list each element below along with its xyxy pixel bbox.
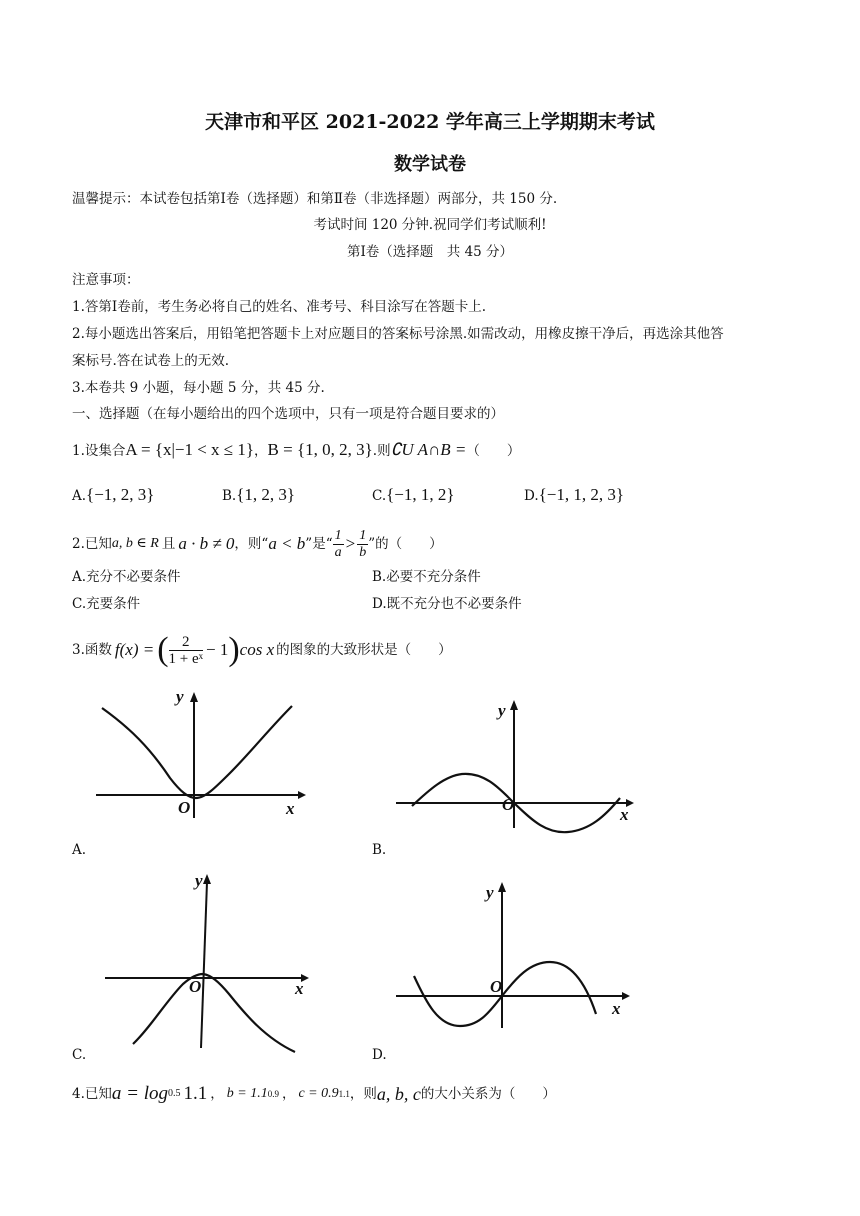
curve — [133, 974, 295, 1052]
q3-fx: f(x) = — [114, 640, 155, 659]
q4-a-arg: 1.1 — [183, 1083, 208, 1104]
q3-prefix: 3.函数 — [72, 642, 112, 658]
section-heading: 一、选择题（在每小题给出的四个选项中，只有一项是符合题目要求的） — [72, 406, 504, 422]
x-arrow-icon — [298, 791, 306, 799]
intro-tip: 温馨提示：本试卷包括第Ⅰ卷（选择题）和第Ⅱ卷（非选择题）两部分，共 150 分. — [72, 191, 558, 207]
note-item: 2.每小题选出答案后，用铅笔把答题卡上对应题目的答案标号涂黑.如需改动，用橡皮擦干净后，再选涂其他答 — [72, 326, 724, 342]
q1-option-a — [72, 485, 154, 506]
note-item: 案标号.答在试卷上的无效. — [72, 353, 230, 369]
q1-sep: ， — [254, 443, 268, 459]
q2-option-b — [372, 567, 481, 587]
graph-c — [95, 868, 315, 1058]
part-title: 第Ⅰ卷（选择题 共 45 分） — [346, 244, 514, 260]
q2-prefix: 2.已知 — [72, 536, 112, 552]
origin-label: O — [502, 795, 515, 814]
comma: ， — [210, 1086, 224, 1102]
option-label: C. — [72, 596, 87, 612]
option-label: B. — [222, 488, 237, 504]
q3-rest: − 1 — [205, 640, 229, 659]
q2-cond1: a, b ∈ R — [111, 536, 159, 551]
q4-c-exp: 1.1 — [338, 1089, 350, 1099]
q4-c: c = 0.9 — [298, 1086, 339, 1101]
option-label: D. — [524, 488, 539, 504]
q4-b-exp: 0.9 — [267, 1089, 279, 1099]
frac-numerator: 1 — [334, 527, 342, 543]
y-label: y — [195, 871, 203, 890]
y-arrow-icon — [498, 882, 506, 892]
graph-c-label: C. — [72, 1047, 87, 1063]
q2-and: 且 — [161, 536, 176, 552]
x-label: x — [612, 999, 621, 1018]
option-label: D. — [372, 596, 387, 612]
q1-prefix: 1.设集合 — [72, 443, 126, 459]
q2-option-c — [72, 594, 140, 614]
intro-time: 考试时间 120 分钟.祝同学们考试顺利! — [313, 217, 547, 233]
q2-mid1: ，则“ — [234, 536, 269, 552]
q4-vars: a, b, c — [376, 1084, 421, 1104]
q1-set-b: B = {1, 0, 2, 3} — [267, 440, 373, 459]
option-value: {−1, 2, 3} — [86, 485, 155, 504]
q2-end: ”的（ ） — [368, 536, 443, 552]
question-1 — [72, 440, 520, 461]
option-label: C. — [372, 488, 387, 504]
option-label: A. — [72, 488, 87, 504]
q1-option-c — [372, 485, 455, 506]
graph-b-label: B. — [372, 842, 387, 858]
y-label: y — [486, 883, 494, 902]
q2-cond2: a · b ≠ 0 — [178, 534, 235, 553]
option-value: {1, 2, 3} — [236, 485, 296, 504]
frac-denominator: 1 + eˣ — [168, 650, 203, 667]
option-value: 充分不必要条件 — [86, 569, 181, 585]
option-value: 必要不充分条件 — [386, 569, 481, 585]
frac-numerator: 1 — [359, 527, 367, 543]
frac-denominator: a — [334, 544, 342, 560]
graph-d — [390, 876, 640, 1036]
q4-b: b = 1.1 — [226, 1086, 268, 1101]
q4-mid: ，则 — [349, 1086, 377, 1102]
q1-option-d — [524, 485, 624, 506]
left-paren: ( — [157, 631, 169, 668]
curve — [102, 706, 292, 798]
q1-set-a: A = {x|−1 < x ≤ 1} — [125, 440, 255, 459]
note-item: 1.答第Ⅰ卷前，考生务必将自己的姓名、准考号、科目涂写在答题卡上. — [72, 299, 487, 315]
q1-paren: （ ） — [466, 443, 521, 459]
graph-d-label: D. — [372, 1047, 387, 1063]
y-arrow-icon — [510, 700, 518, 710]
q2-cond3: a < b — [268, 534, 306, 553]
option-value: 既不充分也不必要条件 — [386, 596, 522, 612]
frac-numerator: 2 — [169, 634, 203, 651]
q2-frac-1b — [357, 528, 368, 561]
q4-prefix: 4.已知 — [72, 1086, 112, 1102]
option-value: 充要条件 — [86, 596, 141, 612]
q3-frac — [169, 634, 203, 667]
right-paren: ) — [228, 631, 240, 668]
origin-label: O — [490, 977, 503, 996]
q1-then: .则 — [372, 443, 391, 459]
y-label: y — [498, 701, 506, 720]
curve — [414, 962, 596, 1026]
x-label: x — [620, 805, 629, 824]
origin-label: O — [189, 977, 202, 996]
y-arrow-icon — [190, 692, 198, 702]
graph-a-label: A. — [72, 842, 87, 858]
q2-option-a — [72, 567, 181, 587]
note-item: 3.本卷共 9 小题，每小题 5 分，共 45 分. — [72, 380, 325, 396]
x-label: x — [295, 979, 304, 998]
q4-a: a = log — [111, 1083, 168, 1104]
q3-suffix: 的图象的大致形状是（ ） — [276, 642, 452, 658]
q1-expr: ∁U A∩B = — [390, 440, 467, 459]
x-label: x — [286, 799, 295, 818]
q2-frac-1a — [333, 528, 344, 561]
notes-heading: 注意事项： — [72, 272, 140, 288]
q1-option-b — [222, 485, 295, 506]
q2-mid2: ”是“ — [305, 536, 333, 552]
option-value: {−1, 1, 2} — [386, 485, 455, 504]
graph-a — [90, 688, 310, 823]
origin-label: O — [178, 798, 191, 817]
option-label: B. — [372, 569, 387, 585]
q4-suffix: 的大小关系为（ ） — [420, 1086, 556, 1102]
q2-option-d — [372, 594, 522, 614]
q2-gt: > — [345, 534, 356, 553]
y-axis — [201, 882, 207, 1048]
y-label: y — [176, 688, 184, 706]
q4-a-base: 0.5 — [168, 1088, 181, 1099]
option-label: A. — [72, 569, 87, 585]
exam-subtitle: 数学试卷 — [394, 154, 466, 175]
exam-title: 天津市和平区 2021-2022 学年高三上学期期末考试 — [205, 111, 655, 133]
y-arrow-icon — [203, 874, 211, 884]
option-value: {−1, 1, 2, 3} — [538, 485, 625, 504]
question-2 — [72, 526, 443, 562]
comma: ， — [281, 1086, 296, 1102]
q3-cos: cos x — [239, 640, 275, 659]
question-4 — [72, 1078, 556, 1110]
x-arrow-icon — [622, 992, 630, 1000]
graph-b — [390, 694, 640, 834]
frac-denominator: b — [359, 544, 367, 560]
question-3 — [72, 628, 452, 672]
